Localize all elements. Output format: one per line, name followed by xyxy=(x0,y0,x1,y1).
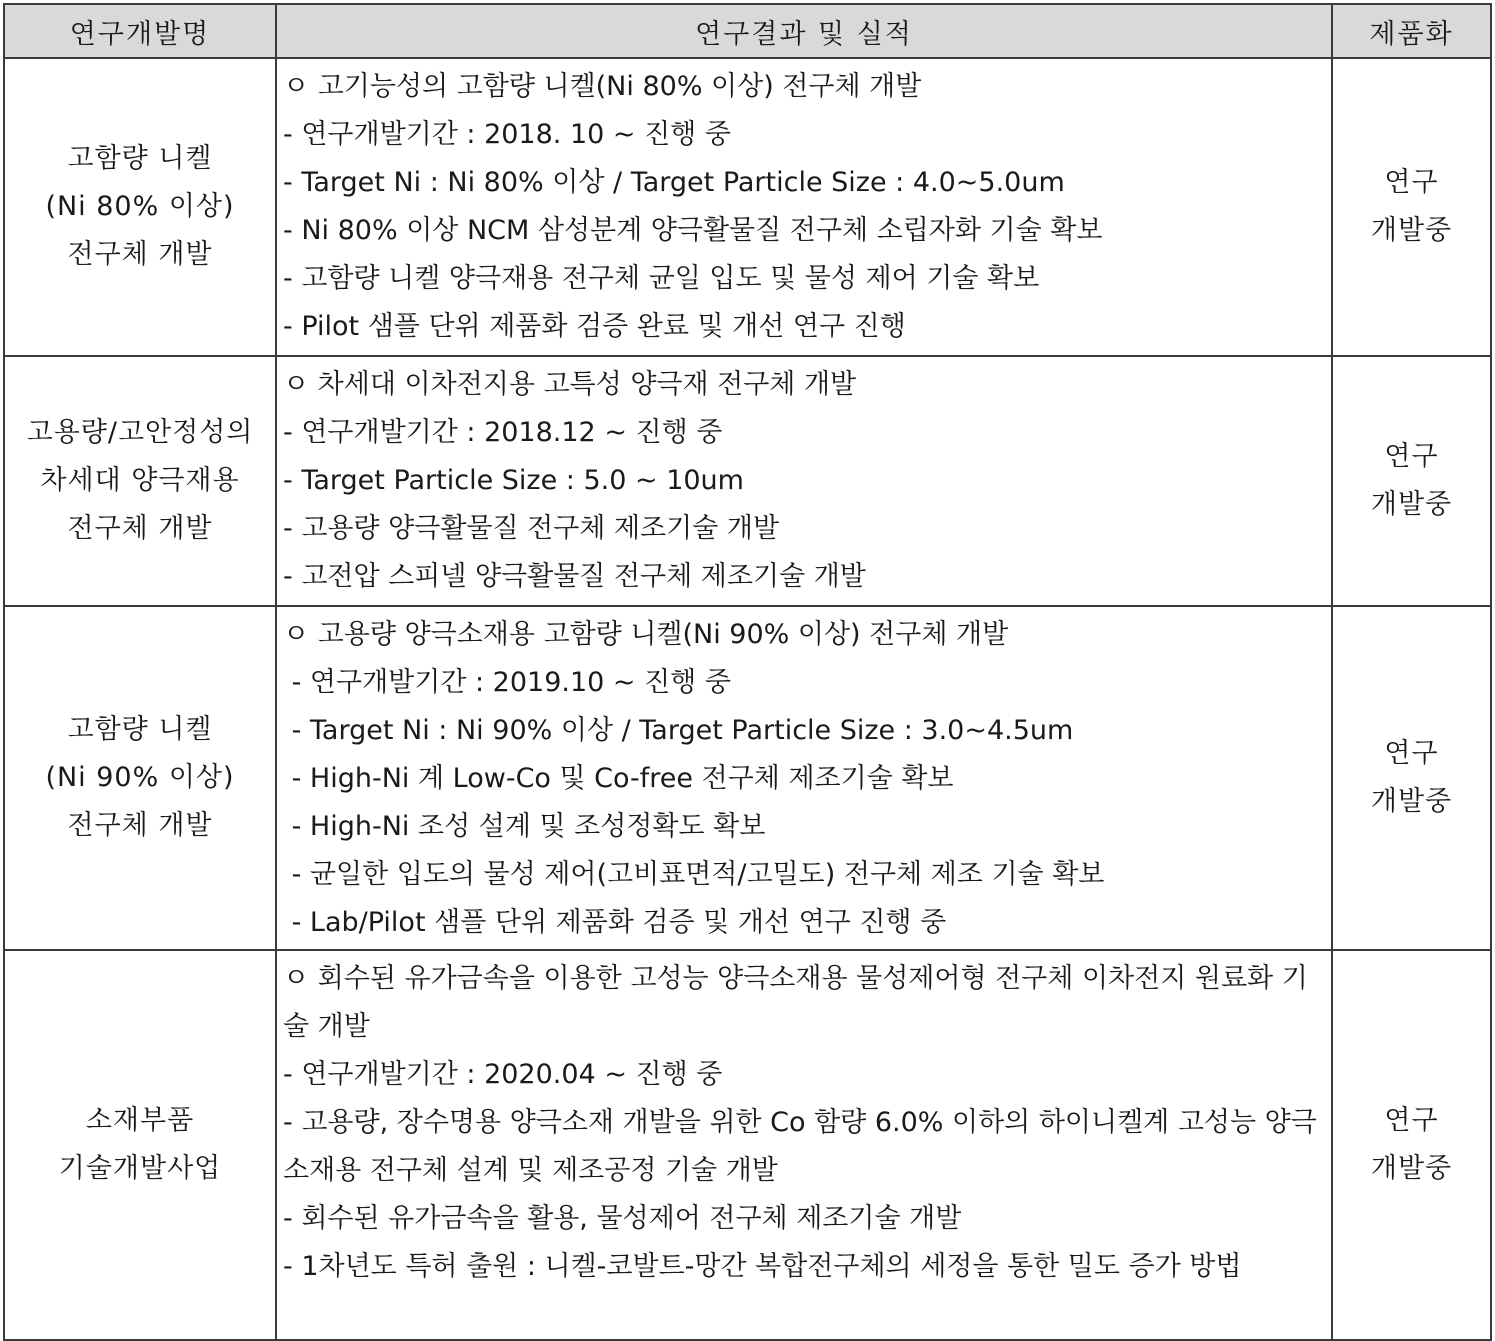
project-name-cell xyxy=(4,356,276,606)
header-results: 연구결과 및 실적 xyxy=(276,4,1332,58)
results-cell xyxy=(276,950,1332,1340)
result-line: - Pilot 샘플 단위 제품화 검증 완료 및 개선 연구 진행 xyxy=(283,311,906,342)
status-line: 연구 xyxy=(1384,167,1439,198)
result-line: - 연구개발기간 : 2019.10 ~ 진행 중 xyxy=(283,667,731,698)
status-line: 개발중 xyxy=(1370,1153,1453,1184)
table-row xyxy=(4,606,1491,950)
result-line: - 고용량 양극활물질 전구체 제조기술 개발 xyxy=(283,513,780,544)
result-line: - 균일한 입도의 물성 제어(고비표면적/고밀도) 전구체 제조 기술 확보 xyxy=(283,859,1105,890)
research-table xyxy=(3,3,1492,1341)
status-line: 개발중 xyxy=(1370,215,1453,246)
result-line: ㅇ 회수된 유가금속을 이용한 고성능 양극소재용 물성제어형 전구체 이차전지 원료화 기술 개발 xyxy=(283,963,1308,1042)
project-name-line: 고함량 니켈 xyxy=(67,714,213,745)
project-name-line: 고함량 니켈 xyxy=(67,143,213,174)
project-name-line: 전구체 개발 xyxy=(67,239,213,270)
project-name-line: (Ni 80% 이상) xyxy=(45,191,235,222)
status-line: 개발중 xyxy=(1370,786,1453,817)
status-cell xyxy=(1332,356,1491,606)
result-line: - High-Ni 계 Low-Co 및 Co-free 전구체 제조기술 확보 xyxy=(283,763,954,794)
table-row xyxy=(4,356,1491,606)
result-line: ㅇ 고기능성의 고함량 니켈(Ni 80% 이상) 전구체 개발 xyxy=(283,71,922,102)
result-line: - Lab/Pilot 샘플 단위 제품화 검증 및 개선 연구 진행 중 xyxy=(283,907,947,938)
result-line: ㅇ 고용량 양극소재용 고함량 니켈(Ni 90% 이상) 전구체 개발 xyxy=(283,619,1009,650)
result-line: - Ni 80% 이상 NCM 삼성분계 양극활물질 전구체 소립자화 기술 확보 xyxy=(283,215,1103,246)
status-line: 연구 xyxy=(1384,441,1439,472)
result-line: - 고전압 스피넬 양극활물질 전구체 제조기술 개발 xyxy=(283,561,866,592)
project-name-line: 전구체 개발 xyxy=(67,810,213,841)
header-commercialization: 제품화 xyxy=(1332,4,1491,58)
result-line: - Target Ni : Ni 80% 이상 / Target Particle Size : 4.0~5.0um xyxy=(283,167,1065,198)
status-cell xyxy=(1332,606,1491,950)
results-cell xyxy=(276,606,1332,950)
project-name-cell xyxy=(4,606,276,950)
project-name-line: 차세대 양극재용 xyxy=(40,465,240,496)
result-line: - Target Ni : Ni 90% 이상 / Target Particle Size : 3.0~4.5um xyxy=(283,715,1074,746)
status-line: 연구 xyxy=(1384,738,1439,769)
results-cell xyxy=(276,356,1332,606)
table-row xyxy=(4,950,1491,1340)
result-line: - 연구개발기간 : 2018.12 ~ 진행 중 xyxy=(283,417,723,448)
project-name-line: 고용량/고안정성의 xyxy=(26,417,254,448)
project-name-line: 소재부품 xyxy=(85,1105,195,1136)
project-name-line: (Ni 90% 이상) xyxy=(45,762,235,793)
result-line: ㅇ 차세대 이차전지용 고특성 양극재 전구체 개발 xyxy=(283,369,857,400)
status-line: 개발중 xyxy=(1370,489,1453,520)
project-name-line: 기술개발사업 xyxy=(58,1153,222,1184)
project-name-cell xyxy=(4,58,276,356)
result-line: - 회수된 유가금속을 활용, 물성제어 전구체 제조기술 개발 xyxy=(283,1203,962,1234)
result-line: - 1차년도 특허 출원 : 니켈-코발트-망간 복합전구체의 세정을 통한 밀도 증가 방법 xyxy=(283,1251,1242,1282)
result-line: - 연구개발기간 : 2018. 10 ~ 진행 중 xyxy=(283,119,731,150)
status-cell xyxy=(1332,58,1491,356)
project-name-line: 전구체 개발 xyxy=(67,513,213,544)
project-name-cell xyxy=(4,950,276,1340)
status-line: 연구 xyxy=(1384,1105,1439,1136)
result-line: - Target Particle Size : 5.0 ~ 10um xyxy=(283,465,744,496)
result-line: - High-Ni 조성 설계 및 조성정확도 확보 xyxy=(283,811,766,842)
header-project-name: 연구개발명 xyxy=(4,4,276,58)
table-row xyxy=(4,58,1491,356)
result-line: - 연구개발기간 : 2020.04 ~ 진행 중 xyxy=(283,1059,723,1090)
status-cell xyxy=(1332,950,1491,1340)
result-line: - 고함량 니켈 양극재용 전구체 균일 입도 및 물성 제어 기술 확보 xyxy=(283,263,1040,294)
result-line: - 고용량, 장수명용 양극소재 개발을 위한 Co 함량 6.0% 이하의 하이니켈계 고성능 양극소재용 전구체 설계 및 제조공정 기술 개발 xyxy=(283,1107,1317,1186)
header-row xyxy=(4,4,1491,58)
results-cell xyxy=(276,58,1332,356)
